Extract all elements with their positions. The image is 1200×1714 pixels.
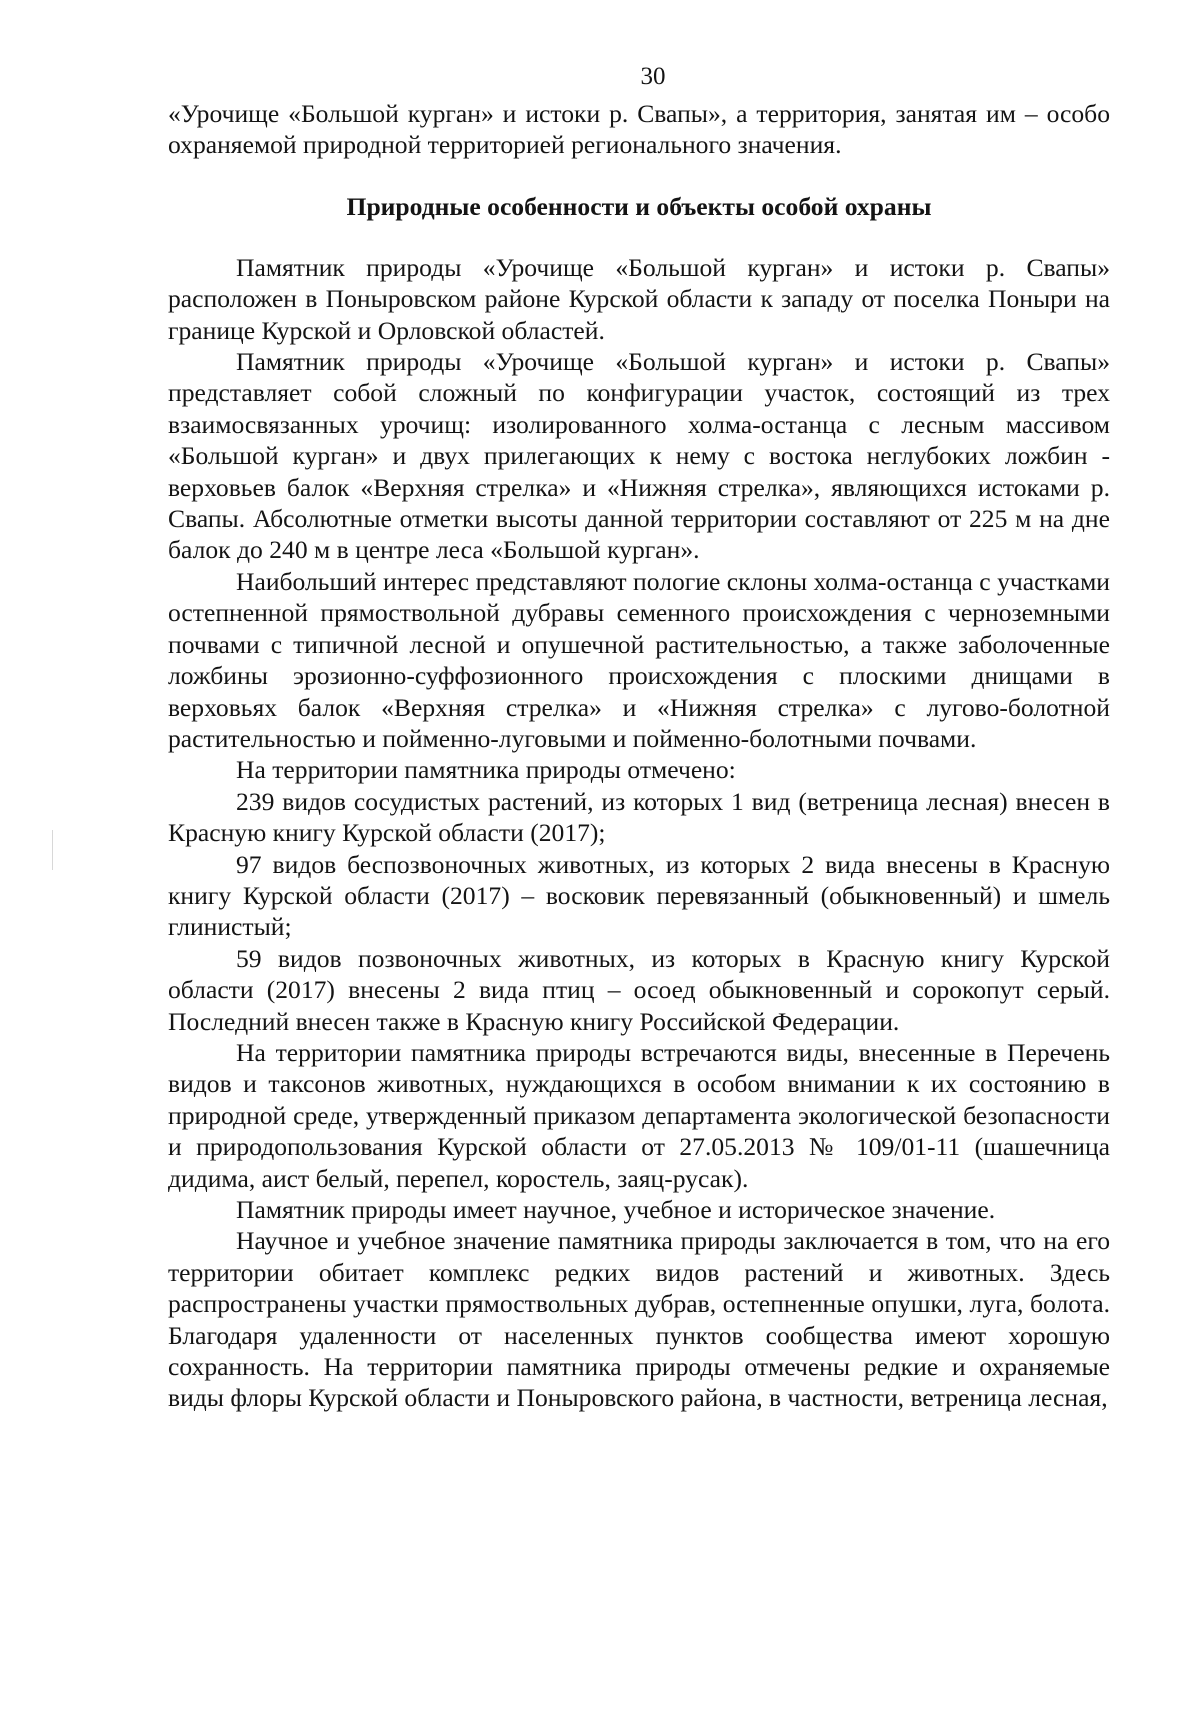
section-heading: Природные особенности и объекты особой охраны [346,191,932,221]
paragraph-significance: Памятник природы имеет научное, учебное и историческое значение. [236,1195,996,1224]
paragraph-description: Памятник природы «Урочище «Большой курган» и истоки р. Свапы» представляет собой сложный по конфигурации участок, состоящий из трех взаимосвязанных урочищ: изолированного холма-останца с лесным массивом «Большой курган» и двух прилегающих к нему с востока неглубоких ложбин - верховьев балок «Верхняя стрелка» и «Нижняя стрелка», являющихся истоками р. Свапы. Абсолютные отметки высоты данной территории составляют от 225 м на дне балок до 240 м в центре леса «Большой курган». [168,347,1110,565]
margin-scan-mark [52,830,53,870]
paragraph-invertebrates: 97 видов беспозвоночных животных, из которых 2 вида внесены в Красную книгу Курской области (2017) – восковик перевязанный (обыкновенный) и шмель глинистый; [168,849,1110,942]
paragraph-species-list: На территории памятника природы встречаются виды, внесенные в Перечень видов и таксонов животных, нуждающихся в особом внимании к их состоянию в природной среде, утвержденный приказом департамента экологической безопасности и природопользования Курской области от 27.05.2013 № 109/01-11 (шашечница дидима, аист белый, перепел, коростель, заяц-русак). [168,1037,1110,1193]
paragraph-location: Памятник природы «Урочище «Большой курган» и истоки р. Свапы» расположен в Поныровском районе Курской области к западу от поселка Поныри на границе Курской и Орловской областей. [168,252,1110,345]
paragraph-interest: Наибольший интерес представляют пологие склоны холма-останца с участками остепненной прямоствольной дубравы семенного происхождения с черноземными почвами с типичной лесной и опушечной растительностью, а также заболоченные ложбины эрозионно-суффозионного происхождения с плоскими днищами в верховьях балок «Верхняя стрелка» и «Нижняя стрелка» с лугово-болотной растительностью и пойменно-луговыми и пойменно-болотными почвами. [168,566,1110,753]
paragraph-vertebrates: 59 видов позвоночных животных, из которых в Красную книгу Курской области (2017) внесены 2 вида птиц – осоед обыкновенный и сорокопут серый. Последний внесен также в Красную книгу Российской Федерации. [168,943,1110,1036]
document-page [168,62,1110,1414]
paragraph-plants: 239 видов сосудистых растений, из которых 1 вид (ветреница лесная) внесен в Красную книгу Курской области (2017); [168,786,1110,848]
paragraph-noted: На территории памятника природы отмечено: [236,755,736,785]
page-number: 30 [640,63,666,90]
intro-paragraph: «Урочище «Большой курган» и истоки р. Свапы», а территория, занятая им – особо охраняемой природной территорией регионального значения. [168,99,1110,160]
paragraph-scientific-value: Научное и учебное значение памятника природы заключается в том, что на его территории обитает комплекс редких видов растений и животных. Здесь распространены участки прямоствольных дубрав, остепненные опушки, луга, болота. Благодаря удаленности от населенных пунктов сообщества имеют хорошую сохранность. На территории памятника природы отмечены редкие и охраняемые виды флоры Курской области и Поныровского района, в частности, ветреница лесная, [168,1226,1110,1413]
